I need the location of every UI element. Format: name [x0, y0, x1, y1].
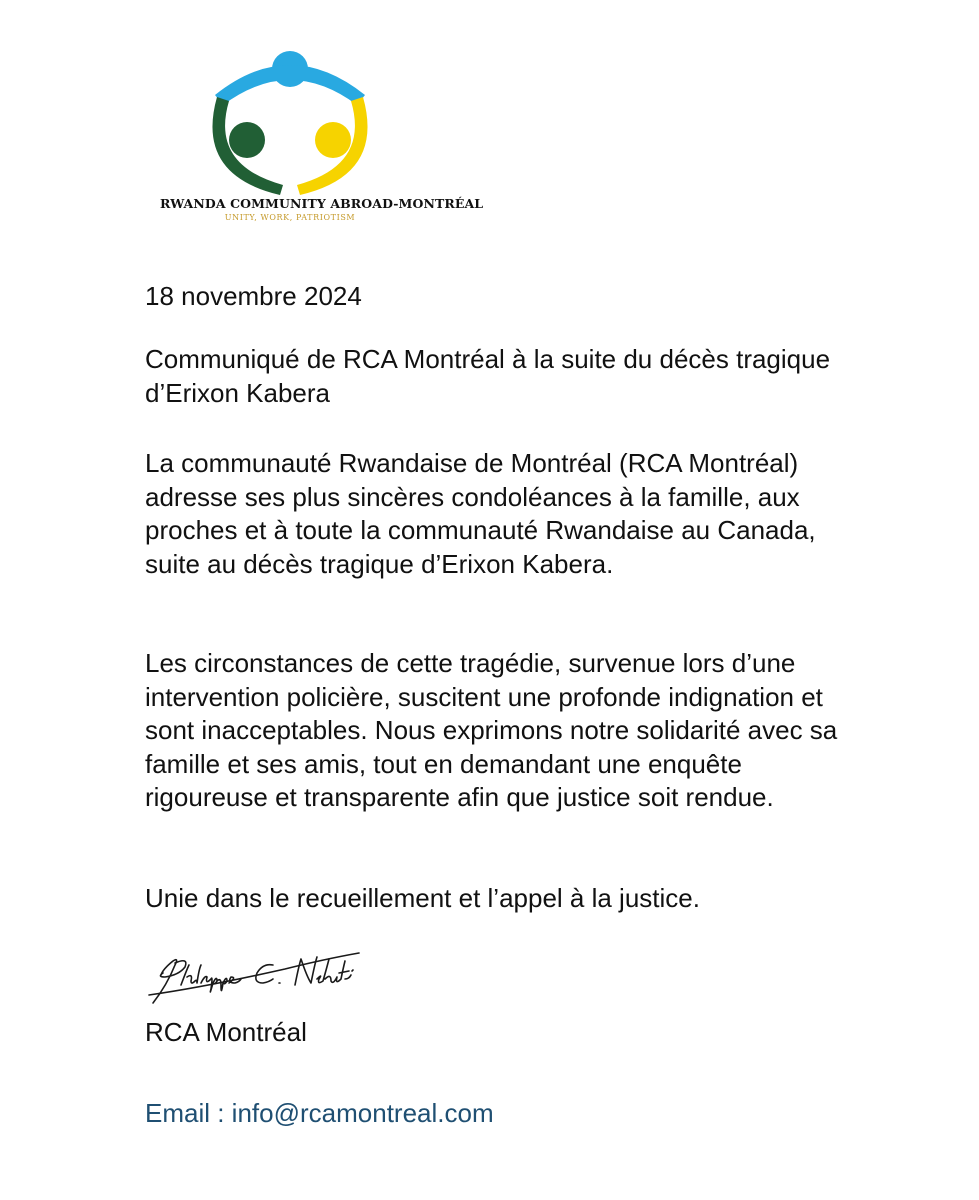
letter-closing: Unie dans le recueillement et l’appel à la justice. — [145, 883, 700, 913]
signatory-organization: RCA Montréal — [145, 1017, 307, 1047]
letter-paragraph-2: Les circonstances de cette tragédie, survenue lors d’une intervention policière, suscitent une profonde indignation et sont inacceptables. Nous exprimons notre solidarité avec sa famille et ses amis, tout en demandant une enquête rigoureuse et transparente afin que justice soit rendue. — [145, 648, 838, 812]
letter-subject: Communiqué de RCA Montréal à la suite du décès tragique d’Erixon Kabera — [145, 344, 831, 408]
letter-paragraph-1: La communauté Rwandaise de Montréal (RCA Montréal) adresse ses plus sincères condoléances à la famille, aux proches et à toute la communauté Rwandaise au Canada, suite au décès tragique d’Erixon Kabera. — [145, 448, 816, 579]
community-people-icon — [205, 45, 375, 195]
organization-logo — [160, 40, 484, 230]
contact-email[interactable]: Email : info@rcamontreal.com — [145, 1098, 494, 1128]
handwritten-signature — [145, 945, 365, 1015]
logo-organization-name: RWANDA COMMUNITY ABROAD-MONTRÉAL — [160, 196, 484, 211]
logo-motto: UNITY, WORK, PATRIOTISM — [224, 213, 356, 222]
letter-date: 18 novembre 2024 — [145, 281, 362, 311]
